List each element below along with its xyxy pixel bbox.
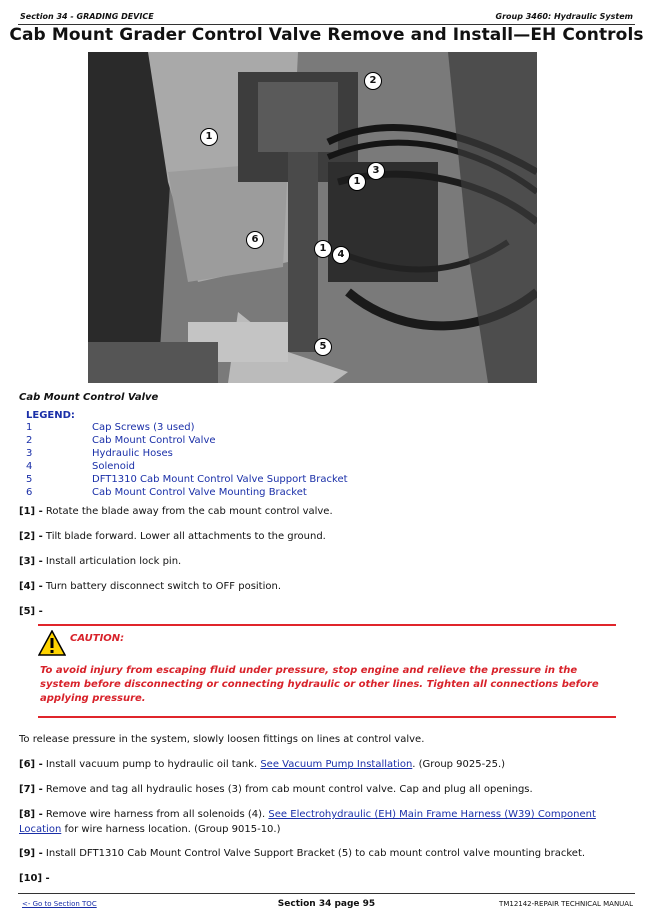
callout-2: 2	[364, 72, 382, 90]
page-title: Cab Mount Grader Control Valve Remove and Install—EH Controls	[9, 25, 644, 45]
legend-heading: LEGEND:	[26, 410, 75, 421]
step-text: for wire harness location. (Group 9015-10.)	[61, 824, 281, 835]
step-6	[19, 757, 639, 772]
eh-harness-link[interactable]: See Electrohydraulic (EH) Main Frame Harness (W39) Component Location	[19, 809, 596, 835]
legend-num: 1	[26, 422, 33, 433]
legend-desc: Cap Screws (3 used)	[92, 422, 195, 433]
component-photo	[88, 52, 537, 383]
step-number: [1] -	[19, 506, 43, 517]
release-pressure-text: To release pressure in the system, slowly loosen fittings on lines at control valve.	[19, 734, 425, 745]
step-number: [5] -	[19, 606, 43, 617]
callout-1b: 1	[348, 173, 366, 191]
legend-desc: Hydraulic Hoses	[92, 448, 173, 459]
legend-num: 3	[26, 448, 33, 459]
legend-desc: DFT1310 Cab Mount Control Valve Support Bracket	[92, 474, 348, 485]
legend-row	[26, 487, 386, 500]
vacuum-pump-link[interactable]: See Vacuum Pump Installation	[260, 759, 413, 770]
callout-3: 3	[367, 162, 385, 180]
caution-top-rule	[38, 624, 616, 626]
legend-row	[26, 448, 386, 461]
photo-illustration	[88, 52, 537, 383]
step-number: [7] -	[19, 784, 43, 795]
step-text: Install vacuum pump to hydraulic oil tank.	[45, 759, 261, 770]
step-number: [3] -	[19, 556, 43, 567]
step-number: [4] -	[19, 581, 43, 592]
step-4	[19, 579, 639, 594]
step-text: Install articulation lock pin.	[45, 556, 182, 567]
caution-bottom-rule	[38, 716, 616, 718]
caution-label: CAUTION:	[70, 633, 125, 644]
step-text: Tilt blade forward. Lower all attachments to the ground.	[45, 531, 326, 542]
legend-desc: Cab Mount Control Valve Mounting Bracket	[92, 487, 307, 498]
step-text: Remove wire harness from all solenoids (4).	[45, 809, 269, 820]
callout-4: 4	[332, 246, 350, 264]
step-2	[19, 529, 639, 544]
caution-text: To avoid injury from escaping fluid under pressure, stop engine and relieve the pressure in the system before disconnecting or connecting hydraulic or other lines. Tighten all connections before applying pressure.	[40, 665, 599, 704]
callout-1c: 1	[314, 240, 332, 258]
legend-row	[26, 435, 386, 448]
step-8	[19, 807, 639, 837]
callout-5: 5	[314, 338, 332, 356]
step-10	[19, 871, 639, 886]
figure-caption: Cab Mount Control Valve	[19, 392, 159, 403]
step-number: [6] -	[19, 759, 43, 770]
step-text: Rotate the blade away from the cab mount control valve.	[45, 506, 333, 517]
step-number: [9] -	[19, 848, 43, 859]
legend-num: 6	[26, 487, 33, 498]
step-3	[19, 554, 639, 569]
legend-desc: Cab Mount Control Valve	[92, 435, 216, 446]
callout-1a: 1	[200, 128, 218, 146]
legend-row	[26, 422, 386, 435]
step-number: [8] -	[19, 809, 43, 820]
page-footer	[18, 893, 635, 914]
legend-num: 2	[26, 435, 33, 446]
step-9	[19, 846, 639, 861]
step-7	[19, 782, 639, 797]
legend-row	[26, 461, 386, 474]
group-label: Group 3460: Hydraulic System	[495, 12, 633, 21]
caution-header	[38, 630, 125, 660]
step-5	[19, 604, 639, 619]
step-number: [2] -	[19, 531, 43, 542]
legend-num: 5	[26, 474, 33, 485]
page-header	[18, 10, 635, 25]
legend-num: 4	[26, 461, 33, 472]
warning-triangle-icon	[38, 630, 66, 656]
callout-6: 6	[246, 231, 264, 249]
page-number: Section 34 page 95	[277, 899, 376, 909]
legend-desc: Solenoid	[92, 461, 135, 472]
section-label: Section 34 - GRADING DEVICE	[20, 12, 154, 21]
step-text: Install DFT1310 Cab Mount Control Valve Support Bracket (5) to cab mount control valve mounting bracket.	[45, 848, 586, 859]
step-text: . (Group 9025-25.)	[412, 759, 506, 770]
legend-row	[26, 474, 386, 487]
caution-box	[38, 624, 616, 704]
go-to-section-toc-link[interactable]: <- Go to Section TOC	[22, 900, 97, 908]
step-1	[19, 504, 639, 519]
step-text: Remove and tag all hydraulic hoses (3) from cab mount control valve. Cap and plug all openings.	[45, 784, 533, 795]
manual-title: TM12142-REPAIR TECHNICAL MANUAL	[499, 900, 633, 908]
legend	[26, 410, 386, 500]
step-text: Turn battery disconnect switch to OFF position.	[45, 581, 282, 592]
step-number: [10] -	[19, 873, 50, 884]
